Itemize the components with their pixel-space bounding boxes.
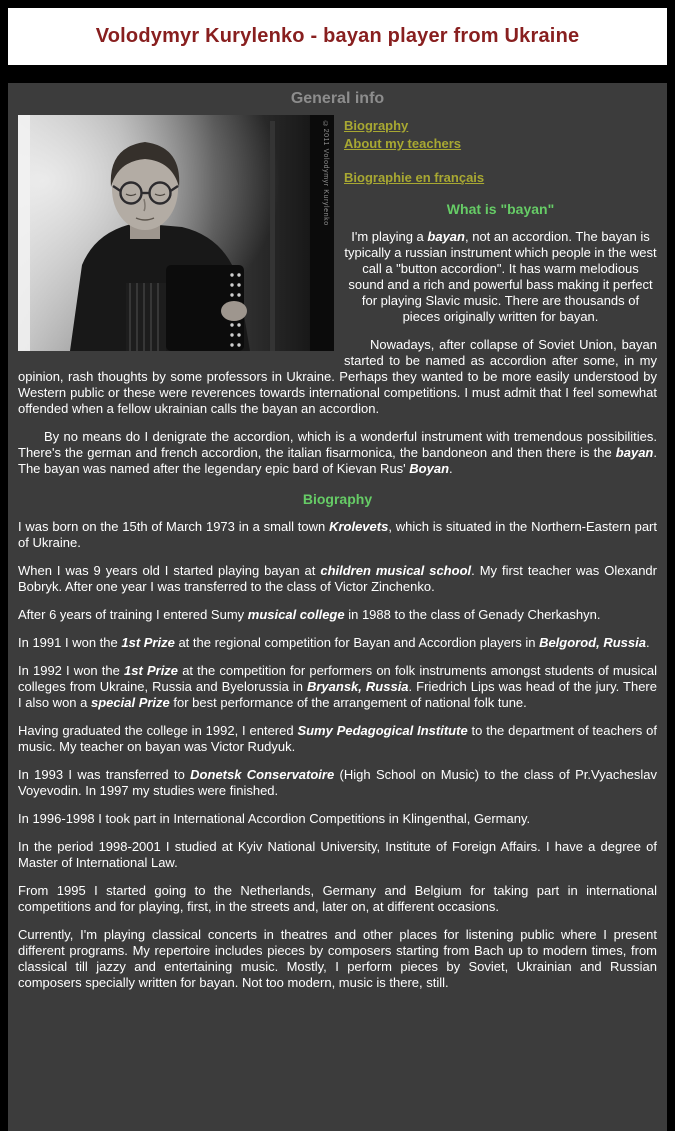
nav-link-biography[interactable]: Biography [344, 118, 409, 133]
bayan-paragraph: I'm playing a bayan, not an accordion. The bayan is typically a russian instrument which people in the west call a "button accordion". It has warm melodious sound and a rich and powerful bass making it perfect for playing Slavic music. There are thousands of pieces originally written for bayan. [344, 229, 657, 324]
biography-paragraph: When I was 9 years old I started playing bayan at children musical school. My first teacher was Olexandr Bobryk. After one year I was transferred to the class of Victor Zinchenko. [18, 563, 657, 594]
biography-heading: Biography [302, 491, 373, 507]
general-info-heading: General info [290, 90, 385, 107]
photo-credit-label: ©2011 Volodymyr Kurylenko [322, 121, 329, 226]
biography-paragraph: In 1993 I was transferred to Donetsk Conservatoire (High School on Music) to the class of Pr.Vyacheslav Voyevodin. In 1997 my studies were finished. [18, 767, 657, 798]
bayan-player-photo-illustration [18, 115, 334, 351]
page-title: Volodymyr Kurylenko - bayan player from Ukraine [95, 25, 580, 47]
biography-paragraph: In 1991 I won the 1st Prize at the regional competition for Bayan and Accordion players in Belgorod, Russia. [18, 635, 650, 650]
biography-paragraph: Having graduated the college in 1992, I entered Sumy Pedagogical Institute to the department of teachers of music. My teacher on bayan was Victor Rudyuk. [18, 723, 657, 754]
biography-paragraph: In 1996-1998 I took part in International Accordion Competitions in Klingenthal, Germany. [18, 811, 531, 826]
page [0, 8, 675, 1131]
biography-paragraph: Currently, I'm playing classical concerts in theatres and other places for listening public where I present different programs. My repertoire includes pieces by composers starting from Bach up to modern times, from classical till jazzy and entertaining music. Mostly, I perform pieces by Soviet, Ukrainian and Russian composers specially written for bayan. Not too modern, music is there, still. [18, 927, 657, 990]
biography-paragraph: In 1992 I won the 1st Prize at the competition for performers on folk instruments amongst students of musical colleges from Ukraine, Russia and Byelorussia in Bryansk, Russia. Friedrich Lips was head of the jury. There I also won a special Prize for best performance of the arrangement of national folk tune. [18, 663, 657, 710]
nav-link-biographie-en-francais[interactable]: Biographie en français [344, 170, 485, 185]
biography-paragraph: I was born on the 15th of March 1973 in a small town Krolevets, which is situated in the Northern-Eastern part of Ukraine. [18, 519, 658, 550]
bayan-paragraph: Nowadays, after collapse of Soviet Union, bayan started to be named as accordion after some, in my opinion, rash thoughts by some professors in Ukraine. Perhaps they wanted to be more easily understood by Western public or these were reverences towards international competitions. I must admit that I feel somewhat offended when a fellow ukrainian calls the bayan an accordion. [18, 337, 657, 416]
biography-paragraph: In the period 1998-2001 I studied at Kyiv National University, Institute of Foreign Affairs. I have a degree of Master of International Law. [18, 839, 657, 870]
biography-paragraph: After 6 years of training I entered Sumy musical college in 1988 to the class of Genady Cherkashyn. [18, 607, 601, 622]
portrait-photo [18, 115, 334, 351]
bayan-paragraph: By no means do I denigrate the accordion, which is a wonderful instrument with tremendous possibilities. There's the german and french accordion, the italian fisarmonica, the bandoneon and then there is the bayan. The bayan was named after the legendary epic bard of Kievan Rus' Boyan. [18, 429, 657, 476]
content-panel [8, 83, 667, 1131]
biography-paragraph: From 1995 I started going to the Netherlands, Germany and Belgium for taking part in international competitions and for playing, first, in the streets and, later on, at different occasions. [18, 883, 657, 914]
site-header [8, 8, 667, 65]
nav-link-about-my-teachers[interactable]: About my teachers [344, 136, 462, 151]
what-is-bayan-heading: What is "bayan" [446, 201, 555, 217]
